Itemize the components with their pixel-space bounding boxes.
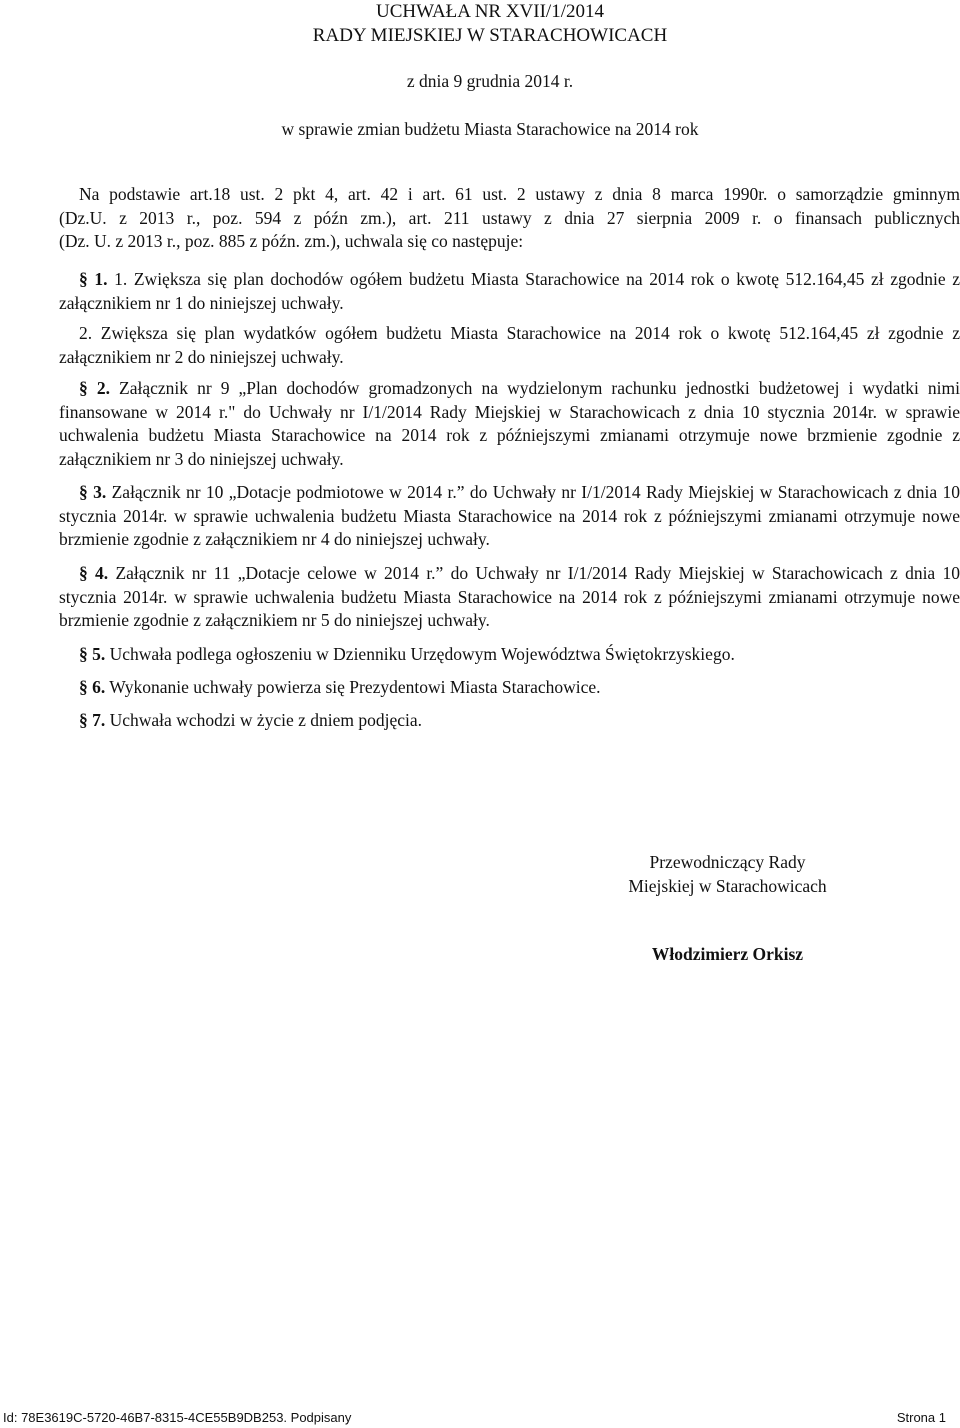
section-3-mark: § 3.: [79, 482, 107, 502]
section-7: [59, 709, 960, 733]
section-1-text-1: 1. Zwiększa się plan dochodów ogółem budżetu Miasta Starachowice na 2014 rok o kwotę 512.164,45 zł zgodnie z załącznikiem nr 1 do niniejszej uchwały.: [59, 269, 960, 313]
section-1-text-2: 2. Zwiększa się plan wydatków ogółem budżetu Miasta Starachowice na 2014 rok o kwotę 512.164,45 zł zgodnie z załącznikiem nr 2 do niniejszej uchwały.: [59, 323, 960, 367]
section-3: [59, 481, 960, 552]
signature-role-line-2: Miejskiej w Starachowicach: [628, 875, 827, 896]
preamble-line-3: (Dz. U. z 2013 r., poz. 885 z późn. zm.), uchwala się co następuje:: [59, 231, 524, 251]
resolution-subject: w sprawie zmian budżetu Miasta Starachowice na 2014 rok: [281, 119, 699, 139]
section-3-text: Załącznik nr 10 „Dotacje podmiotowe w 2014 r.” do Uchwały nr I/1/2014 Rady Miejskiej w Starachowicach z dnia 10 stycznia 2014r. w sprawie uchwalenia budżetu Miasta Starachowice na 2014 rok z późniejszymi zmianami otrzymuje nowe brzmienie zgodnie z załącznikiem nr 4 do niniejszej uchwały.: [59, 482, 960, 549]
section-1-mark: § 1.: [79, 269, 108, 289]
title-line-2: RADY MIEJSKIEJ W STARACHOWICACH: [312, 25, 668, 46]
section-6-mark: § 6.: [79, 677, 106, 697]
section-2: [59, 377, 960, 471]
page-footer: [3, 1410, 946, 1426]
section-7-text: Uchwała wchodzi w życie z dniem podjęcia.: [105, 710, 423, 730]
section-4: [59, 562, 960, 633]
document-id: Id: 78E3619C-5720-46B7-8315-4CE55B9DB253. Podpisany: [3, 1410, 352, 1425]
section-1-paragraph-2: [59, 322, 960, 369]
preamble-line-2: (Dz.U. z 2013 r., poz. 594 z późn zm.), art. 211 ustawy z dnia 27 sierpnia 2009 r. o finansach publicznych: [59, 207, 960, 228]
resolution-title: [0, 0, 960, 48]
title-line-1: UCHWAŁA NR XVII/1/2014: [376, 1, 604, 22]
signature-name: Włodzimierz Orkisz: [651, 944, 804, 964]
section-5-text: Uchwała podlega ogłoszeniu w Dzienniku Urzędowym Województwa Świętokrzyskiego.: [105, 644, 735, 664]
signature-role: [560, 851, 895, 898]
section-6: [59, 676, 960, 700]
resolution-date: z dnia 9 grudnia 2014 r.: [406, 71, 574, 91]
section-4-mark: § 4.: [79, 563, 109, 583]
section-1-paragraph-1: [59, 268, 960, 315]
page-number: Strona 1: [896, 1410, 946, 1425]
section-4-text: Załącznik nr 11 „Dotacje celowe w 2014 r.” do Uchwały nr I/1/2014 Rady Miejskiej w Starachowicach z dnia 10 stycznia 2014r. w sprawie uchwalenia budżetu Miasta Starachowice na 2014 rok z późniejszymi zmianami otrzymuje nowe brzmienie zgodnie z załącznikiem nr 5 do niniejszej uchwały.: [59, 563, 960, 630]
preamble: [59, 183, 960, 254]
section-7-mark: § 7.: [79, 710, 106, 730]
section-5-mark: § 5.: [79, 644, 106, 664]
section-2-text: Załącznik nr 9 „Plan dochodów gromadzonych na wydzielonym rachunku jednostki budżetowej i wydatki nimi finansowane w 2014 r." do Uchwały nr I/1/2014 Rady Miejskiej w Starachowicach z dnia 10 stycznia 2014r. w sprawie uchwalenia budżetu Miasta Starachowice na 2014 rok z późniejszymi zmianami otrzymuje nowe brzmienie zgodnie z załącznikiem nr 3 do niniejszej uchwały.: [59, 378, 960, 469]
section-6-text: Wykonanie uchwały powierza się Prezydentowi Miasta Starachowice.: [105, 677, 601, 697]
section-5: [59, 643, 960, 667]
section-2-mark: § 2.: [79, 378, 110, 398]
preamble-line-1: Na podstawie art.18 ust. 2 pkt 4, art. 42 i art. 61 ust. 2 ustawy z dnia 8 marca 1990r. o samorządzie gminnym: [79, 184, 960, 204]
signature-role-line-1: Przewodniczący Rady: [649, 852, 806, 872]
